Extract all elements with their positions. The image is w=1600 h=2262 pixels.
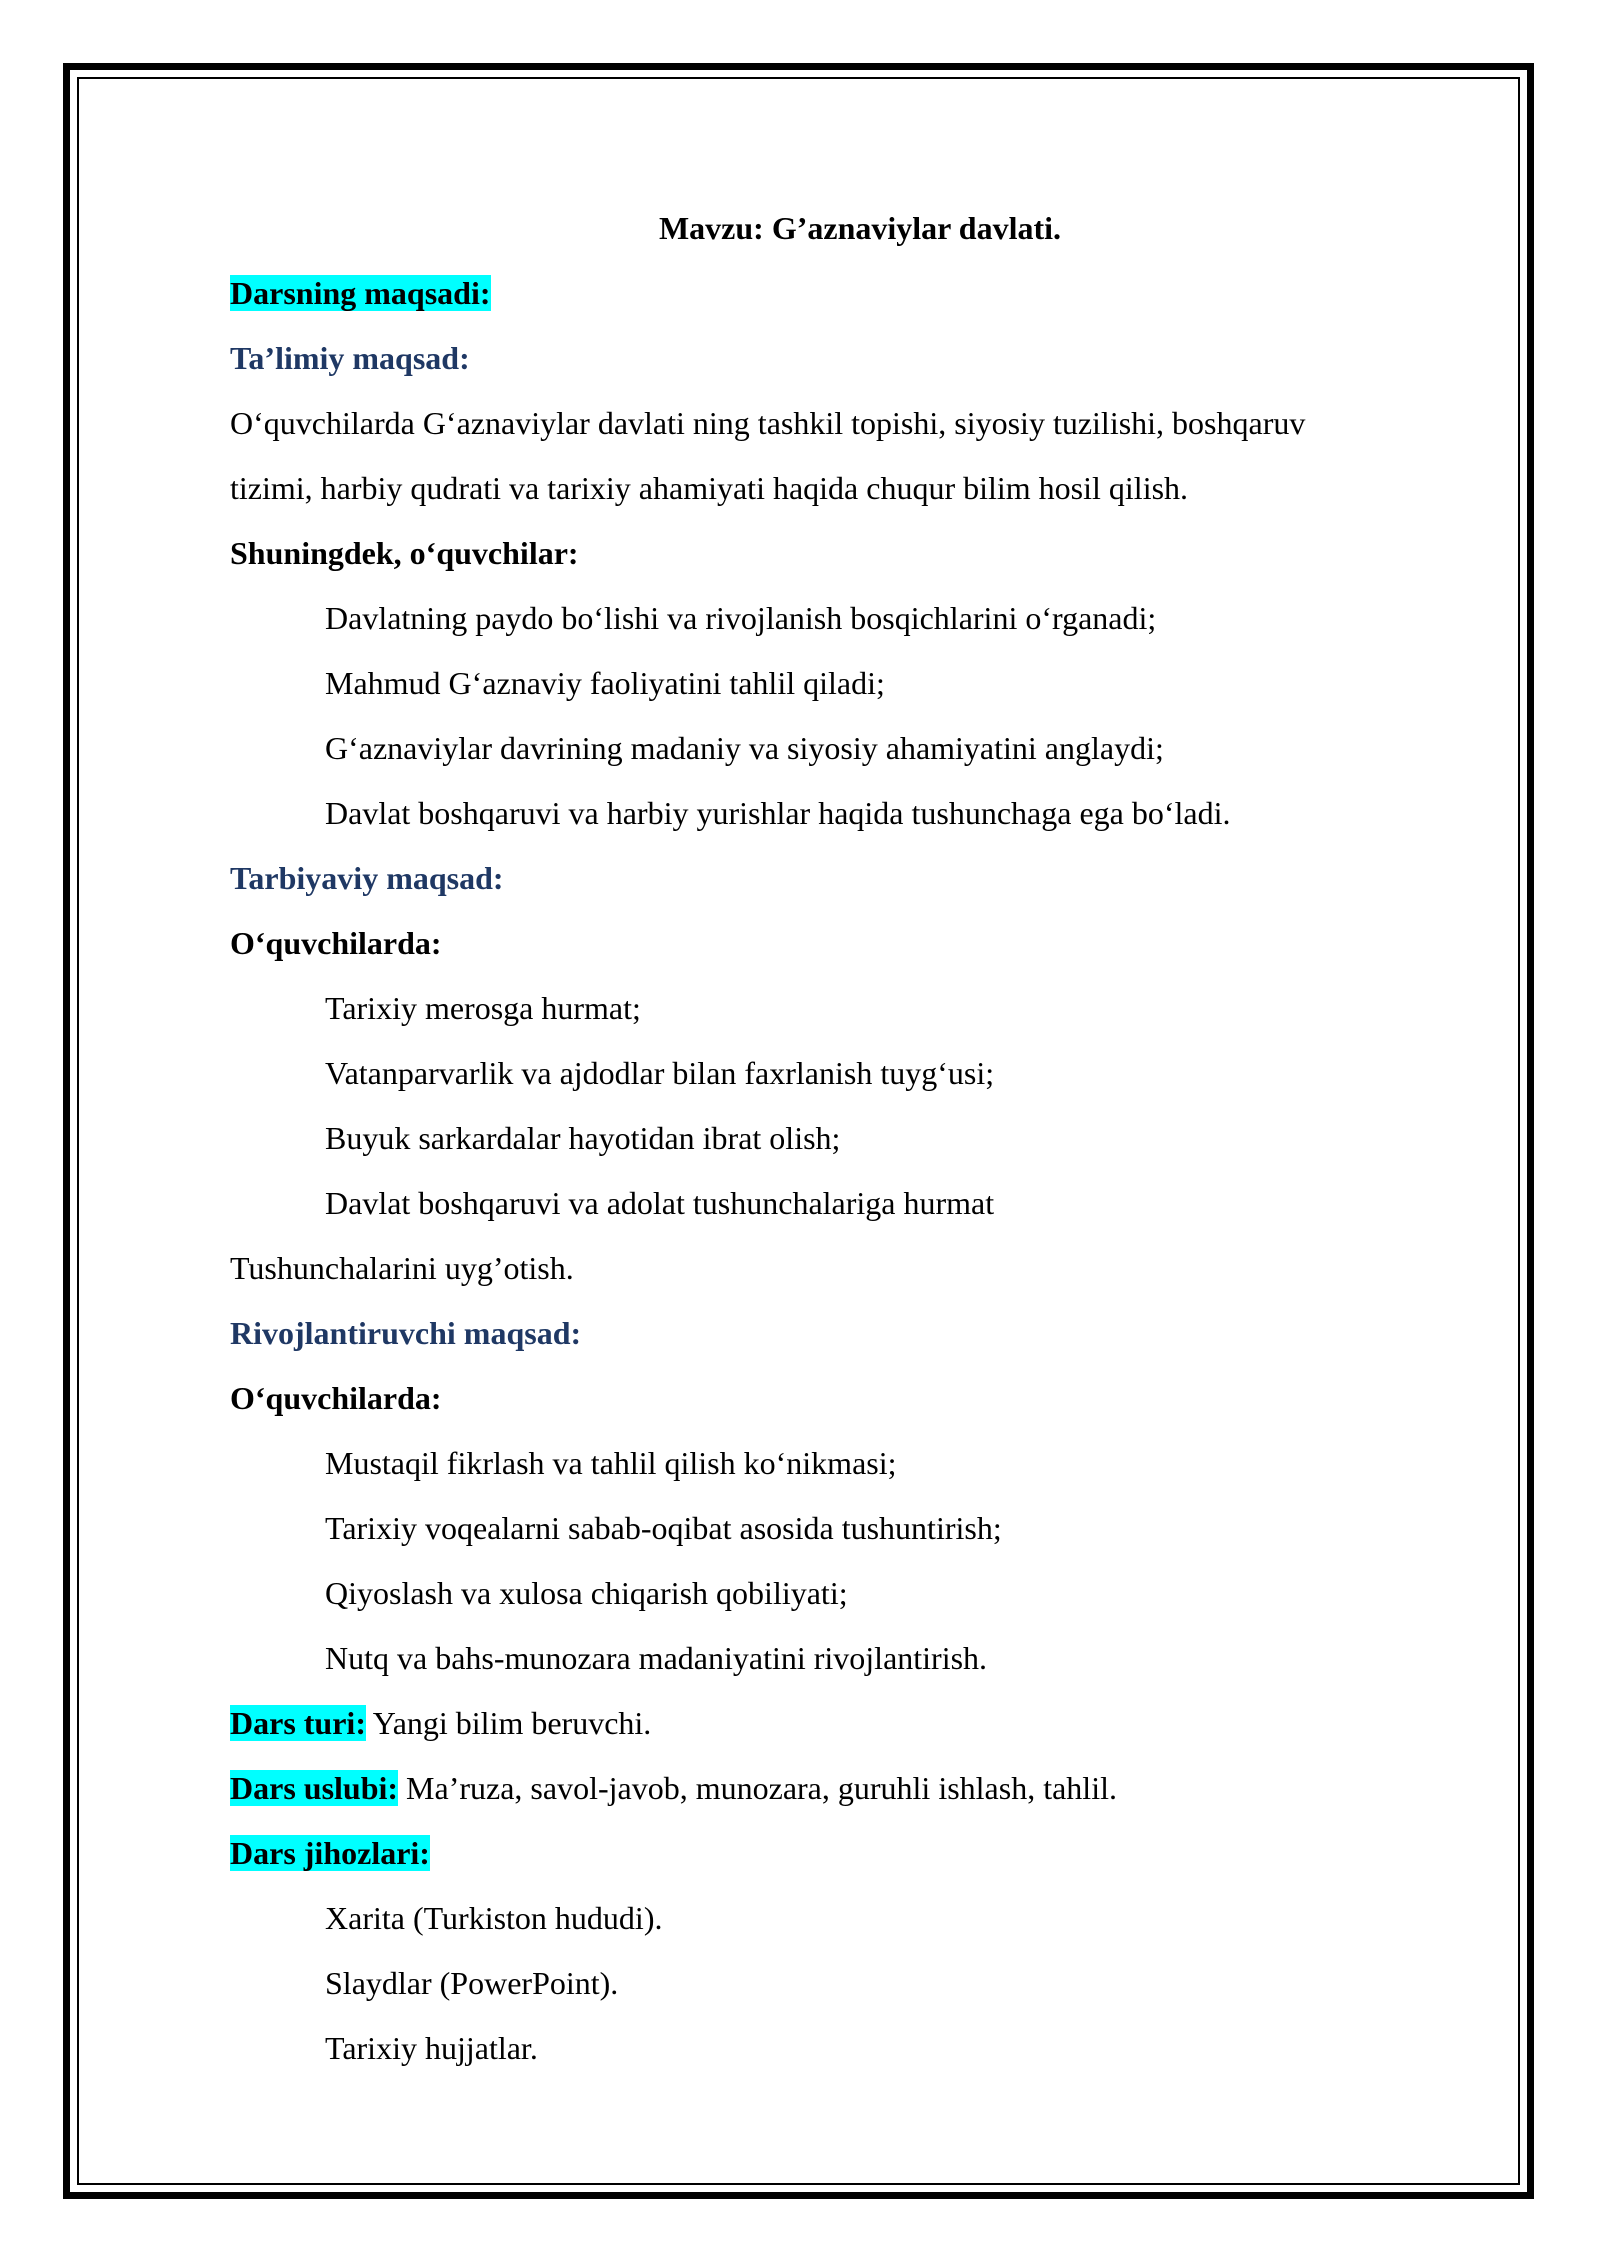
list-item: Davlatning paydo bo‘lishi va rivojlanish bosqichlarini o‘rganadi; xyxy=(325,600,1157,636)
list-item: Qiyoslash va xulosa chiqarish qobiliyati; xyxy=(325,1575,848,1611)
document-title: Mavzu: G’aznaviylar davlati. xyxy=(658,210,1062,246)
list-item: Xarita (Turkiston hududi). xyxy=(325,1900,663,1936)
list-item: Davlat boshqaruvi va adolat tushunchalariga hurmat xyxy=(325,1185,995,1221)
upbringing-goal-heading: Tarbiyaviy maqsad: xyxy=(230,860,504,896)
list-item: Slaydlar (PowerPoint). xyxy=(325,1965,619,2001)
list-item: G‘aznaviylar davrining madaniy va siyosiy ahamiyatini anglaydi; xyxy=(325,730,1164,766)
equipment-label: Dars jihozlari: xyxy=(230,1835,430,1871)
lesson-type-row xyxy=(230,1691,1500,1756)
list-item: Buyuk sarkardalar hayotidan ibrat olish; xyxy=(325,1120,841,1156)
equipment-heading-row xyxy=(230,1821,1500,1886)
lesson-method-row xyxy=(230,1756,1500,1821)
upbringing-goal-subheading: O‘quvchilarda: xyxy=(230,925,442,961)
upbringing-goal-continuation: Tushunchalarini uyg’otish. xyxy=(230,1250,574,1286)
list-item: Tarixiy voqealarni sabab-oqibat asosida tushuntirish; xyxy=(325,1510,1002,1546)
goals-heading-row xyxy=(230,261,1500,326)
developmental-goal-heading: Rivojlantiruvchi maqsad: xyxy=(230,1315,582,1351)
educational-goal-text-line-1: O‘quvchilarda G‘aznaviylar davlati ning tashkil topishi, siyosiy tuzilishi, boshqaruv xyxy=(230,405,1306,441)
list-item: Vatanparvarlik va ajdodlar bilan faxrlanish tuyg‘usi; xyxy=(325,1055,995,1091)
list-item: Mustaqil fikrlash va tahlil qilish ko‘nikmasi; xyxy=(325,1445,897,1481)
educational-goal-subheading: Shuningdek, o‘quvchilar: xyxy=(230,535,579,571)
list-item: Tarixiy hujjatlar. xyxy=(325,2030,538,2066)
list-item: Nutq va bahs-munozara madaniyatini rivojlantirish. xyxy=(325,1640,988,1676)
list-item: Mahmud G‘aznaviy faoliyatini tahlil qiladi; xyxy=(325,665,885,701)
document-body xyxy=(230,196,1500,2081)
lesson-type-value: Yangi bilim beruvchi. xyxy=(365,1705,652,1741)
educational-goal-text-line-2: tizimi, harbiy qudrati va tarixiy ahamiyati haqida chuqur bilim hosil qilish. xyxy=(230,470,1189,506)
lesson-method-label: Dars uslubi: xyxy=(230,1770,399,1806)
list-item: Tarixiy merosga hurmat; xyxy=(325,990,641,1026)
lesson-type-label: Dars turi: xyxy=(230,1705,366,1741)
list-item: Davlat boshqaruvi va harbiy yurishlar haqida tushunchaga ega bo‘ladi. xyxy=(325,795,1231,831)
lesson-method-value: Ma’ruza, savol-javob, munozara, guruhli ishlash, tahlil. xyxy=(398,1770,1117,1806)
developmental-goal-subheading: O‘quvchilarda: xyxy=(230,1380,442,1416)
goals-heading: Darsning maqsadi: xyxy=(230,275,491,311)
educational-goal-heading: Ta’limiy maqsad: xyxy=(230,340,470,376)
